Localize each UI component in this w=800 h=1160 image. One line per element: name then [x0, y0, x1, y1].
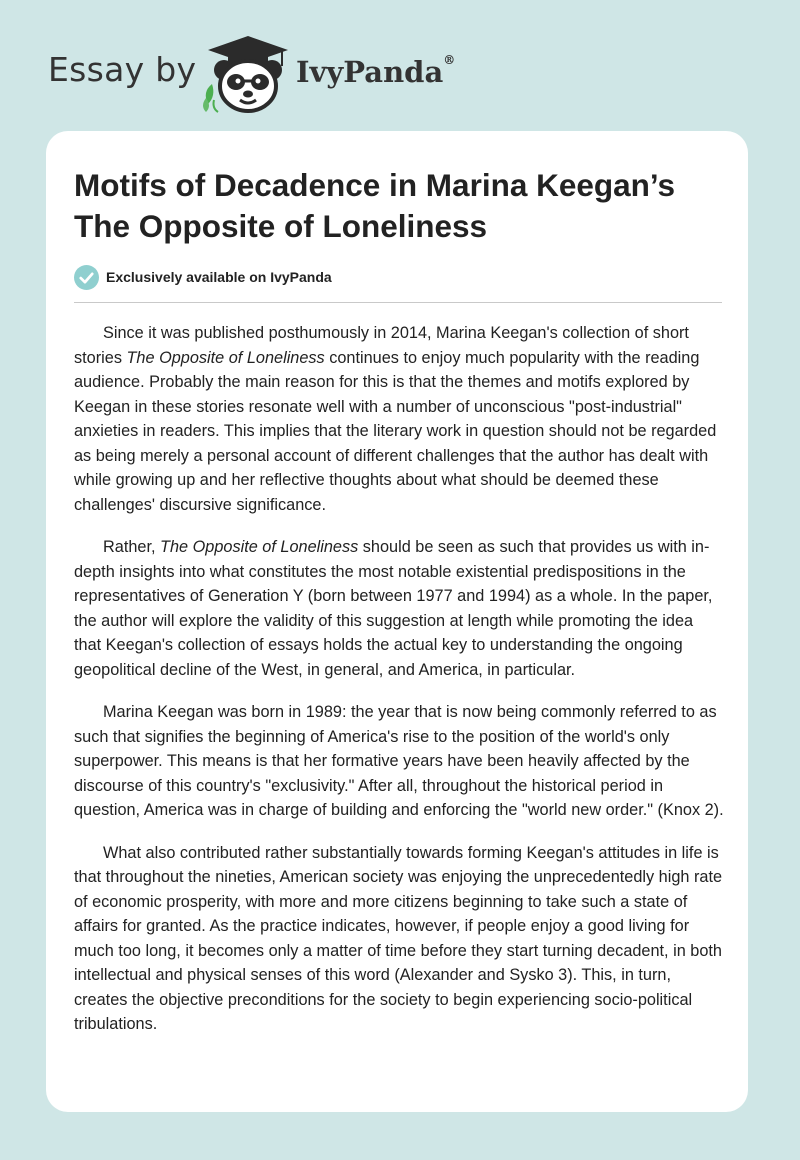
brand-name[interactable]: IvyPanda®	[296, 53, 456, 89]
paragraph-2: Rather, The Opposite of Loneliness should be seen as such that provides us with in-depth insights into what constitutes the most notable existential predispositions in the representatives of Generation Y (born between 1977 and 1994) as a whole. In the paper, the author will explore the validity of this suggestion at length while promoting the idea that Keegan's collection of essays holds the actual key to understanding the ongoing geopolitical decline of the West, in general, and America, in particular.	[74, 538, 713, 679]
exclusive-badge-label: Exclusively available on IvyPanda	[106, 269, 332, 285]
site-header	[0, 0, 800, 130]
paragraph-4: What also contributed rather substantially towards forming Keegan's attitudes in life is that throughout the nineties, American society was enjoying the unprecedentedly high rate of economic prosperity, with more and more citizens beginning to take such a state of affairs for granted. As the practice indicates, however, if people enjoy a good living for much too long, it becomes only a matter of time before they start turning decadent, in both intellectual and physical senses of this word (Alexander and Sysko 3). This, in turn, creates the objective preconditions for the society to begin experiencing socio-political tribulations.	[74, 843, 723, 1033]
panda-logo-icon[interactable]	[198, 34, 298, 114]
registered-mark: ®	[443, 53, 456, 67]
check-circle-icon	[74, 265, 99, 290]
essay-by-label: Essay by	[48, 50, 197, 89]
essay-body	[74, 321, 724, 1037]
book-title-italic: The Opposite of Loneliness	[126, 348, 325, 367]
book-title-italic: The Opposite of Loneliness	[160, 538, 359, 556]
essay-card	[46, 131, 748, 1112]
exclusive-badge	[74, 264, 332, 290]
title-divider	[74, 302, 722, 303]
paragraph-1: Since it was published posthumously in 2014, Marina Keegan's collection of short stories The Opposite of Loneliness continues to enjoy much popularity with the reading audience. Probably the main reason for this is that the themes and motifs explored by Keegan in these stories resonate well with a number of unconscious "post-industrial" anxieties in readers. This implies that the literary work in question should not be regarded as being merely a personal account of different challenges that the author has dealt with while growing up and her reflective thoughts about what should be deemed these challenges' discursive significance.	[74, 324, 717, 514]
paragraph-3: Marina Keegan was born in 1989: the year that is now being commonly referred to as such that signifies the beginning of America's rise to the position of the world's only superpower. This means is that her formative years have been heavily affected by the discourse of this country's "exclusivity." After all, throughout the historical period in question, America was in charge of building and enforcing the "world new order." (Knox 2).	[74, 703, 724, 819]
essay-title: Motifs of Decadence in Marina Keegan’s The Opposite of Loneliness	[74, 167, 675, 244]
